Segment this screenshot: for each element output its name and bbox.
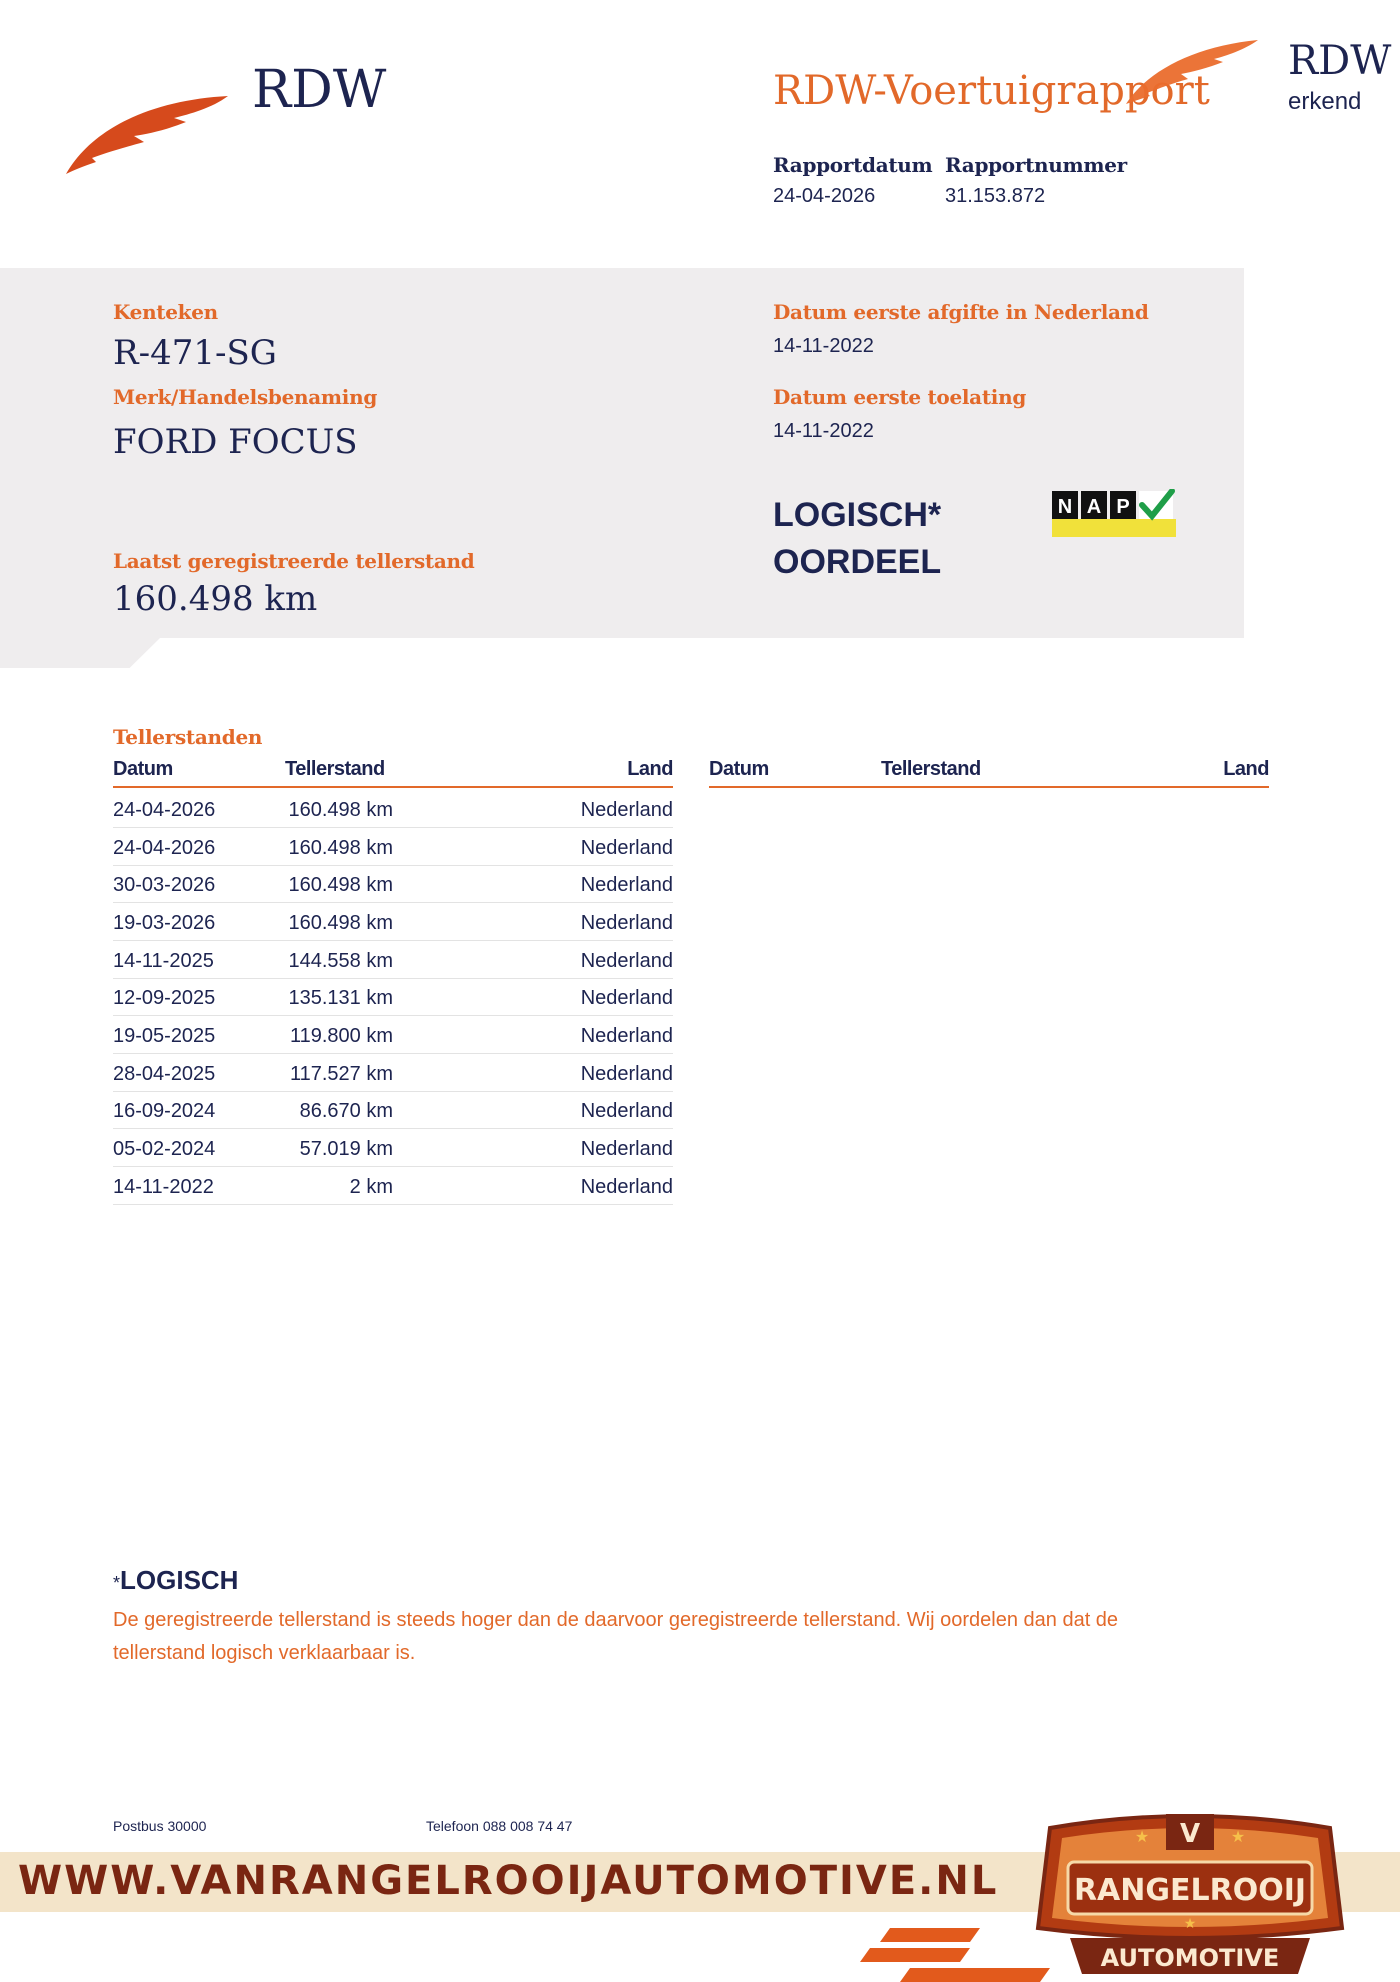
table-row — [113, 979, 673, 1016]
row-country: Nederland — [580, 1063, 673, 1085]
badge-letter: V — [1179, 1819, 1201, 1849]
report-number: 31.153.872 — [945, 185, 1046, 207]
table-row — [113, 1055, 673, 1092]
footer-telefoon: Telefoon 088 008 74 47 — [426, 1818, 573, 1834]
panel-tail-decoration — [0, 638, 160, 668]
row-date: 14-11-2025 — [113, 950, 214, 972]
badge-name: RANGELROOIJ — [1073, 1873, 1307, 1908]
nap-check-badge-icon — [1052, 489, 1176, 537]
row-country: Nederland — [580, 1138, 673, 1160]
row-country: Nederland — [580, 837, 673, 859]
row-date: 24-04-2026 — [113, 837, 216, 859]
speed-stripes-icon — [850, 1928, 1050, 1982]
row-country: Nederland — [580, 1100, 673, 1122]
odometer-section-title: Tellerstanden — [113, 725, 263, 749]
row-country: Nederland — [580, 799, 673, 821]
column-header-country: Land — [1223, 758, 1269, 780]
table-row — [113, 1168, 673, 1205]
svg-text:★: ★ — [1183, 1915, 1197, 1931]
row-date: 30-03-2026 — [113, 874, 216, 896]
make-value: FORD FOCUS — [113, 422, 358, 462]
footnote-title — [113, 1565, 238, 1596]
row-country: Nederland — [580, 1176, 673, 1198]
table-row — [113, 1092, 673, 1129]
table-row — [113, 942, 673, 979]
column-header-date: Datum — [709, 758, 769, 780]
row-country: Nederland — [580, 987, 673, 1009]
first-issue-nl-label: Datum eerste afgifte in Nederland — [773, 300, 1149, 324]
row-reading: 160.498 km — [288, 799, 393, 821]
row-reading: 119.800 km — [289, 1025, 393, 1047]
first-issue-nl-value: 14-11-2022 — [773, 335, 874, 357]
last-odometer-value: 160.498 km — [113, 579, 318, 619]
svg-text:★: ★ — [1134, 1829, 1150, 1846]
column-header-reading: Tellerstand — [881, 758, 981, 780]
table-row — [113, 791, 673, 828]
table-row — [113, 1017, 673, 1054]
column-header-reading: Tellerstand — [285, 758, 385, 780]
column-header-date: Datum — [113, 758, 173, 780]
row-reading: 160.498 km — [288, 837, 393, 859]
nap-letter-p: P — [1116, 496, 1130, 518]
row-reading: 57.019 km — [299, 1138, 393, 1160]
table-row — [113, 904, 673, 941]
row-country: Nederland — [580, 912, 673, 934]
last-odometer-label: Laatst geregistreerde tellerstand — [113, 549, 475, 573]
row-reading: 160.498 km — [288, 912, 393, 934]
footnote-text: De geregistreerde tellerstand is steeds hoger dan de daarvoor geregistreerde tellerstand. Wij oordelen dan dat de tellerstand logisch verklaarbaar is. — [113, 1609, 1119, 1664]
first-admission-value: 14-11-2022 — [773, 420, 874, 442]
report-number-label: Rapportnummer — [945, 153, 1127, 177]
badge-sub: AUTOMOTIVE — [1100, 1944, 1280, 1972]
row-reading: 160.498 km — [288, 874, 393, 896]
report-date: 24-04-2026 — [773, 185, 876, 207]
verdict-line-2: OORDEEL — [773, 543, 942, 581]
row-date: 19-03-2026 — [113, 912, 216, 934]
rdw-leaf-logo-icon — [62, 88, 232, 180]
table-row — [113, 1130, 673, 1167]
table-row — [113, 829, 673, 866]
row-reading: 86.670 km — [299, 1100, 393, 1122]
row-date: 28-04-2025 — [113, 1063, 216, 1085]
dealer-website-link[interactable]: WWW.VANRANGELROOIJAUTOMOTIVE.NL — [18, 1858, 999, 1904]
make-label: Merk/Handelsbenaming — [113, 385, 378, 409]
row-date: 24-04-2026 — [113, 799, 216, 821]
first-admission-label: Datum eerste toelating — [773, 385, 1026, 409]
row-reading: 117.527 km — [289, 1063, 393, 1085]
footnote-title-text: LOGISCH — [120, 1565, 239, 1595]
rdw-erkend-logo-title: RDW — [1288, 38, 1392, 84]
plate-label: Kenteken — [113, 300, 218, 324]
row-date: 05-02-2024 — [113, 1138, 216, 1160]
row-reading: 144.558 km — [288, 950, 393, 972]
row-date: 19-05-2025 — [113, 1025, 216, 1047]
footnote-star: * — [113, 1573, 121, 1593]
table-header-right — [709, 756, 1269, 788]
row-reading: 135.131 km — [288, 987, 393, 1009]
footer-postbus: Postbus 30000 — [113, 1818, 207, 1834]
row-reading: 2 km — [349, 1176, 393, 1198]
table-header-left — [113, 756, 673, 788]
row-country: Nederland — [580, 874, 673, 896]
row-country: Nederland — [580, 950, 673, 972]
nap-letter-n: N — [1057, 496, 1073, 518]
column-header-country: Land — [627, 758, 673, 780]
report-title: RDW-Voertuigrapport — [773, 68, 1210, 114]
nap-letter-a: A — [1086, 496, 1102, 518]
rdw-logo-text: RDW — [252, 60, 387, 120]
rdw-erkend-leaf-icon — [1122, 34, 1262, 108]
row-country: Nederland — [580, 1025, 673, 1047]
row-date: 14-11-2022 — [113, 1176, 214, 1198]
table-row — [113, 866, 673, 903]
verdict-line-1: LOGISCH* — [773, 496, 942, 534]
report-date-label: Rapportdatum — [773, 153, 933, 177]
row-date: 16-09-2024 — [113, 1100, 216, 1122]
row-date: 12-09-2025 — [113, 987, 216, 1009]
rdw-erkend-logo-subtitle: erkend — [1288, 88, 1362, 115]
svg-text:★: ★ — [1230, 1829, 1246, 1846]
rangelrooij-badge-logo — [1030, 1808, 1350, 1982]
plate-value: R-471-SG — [113, 333, 277, 373]
